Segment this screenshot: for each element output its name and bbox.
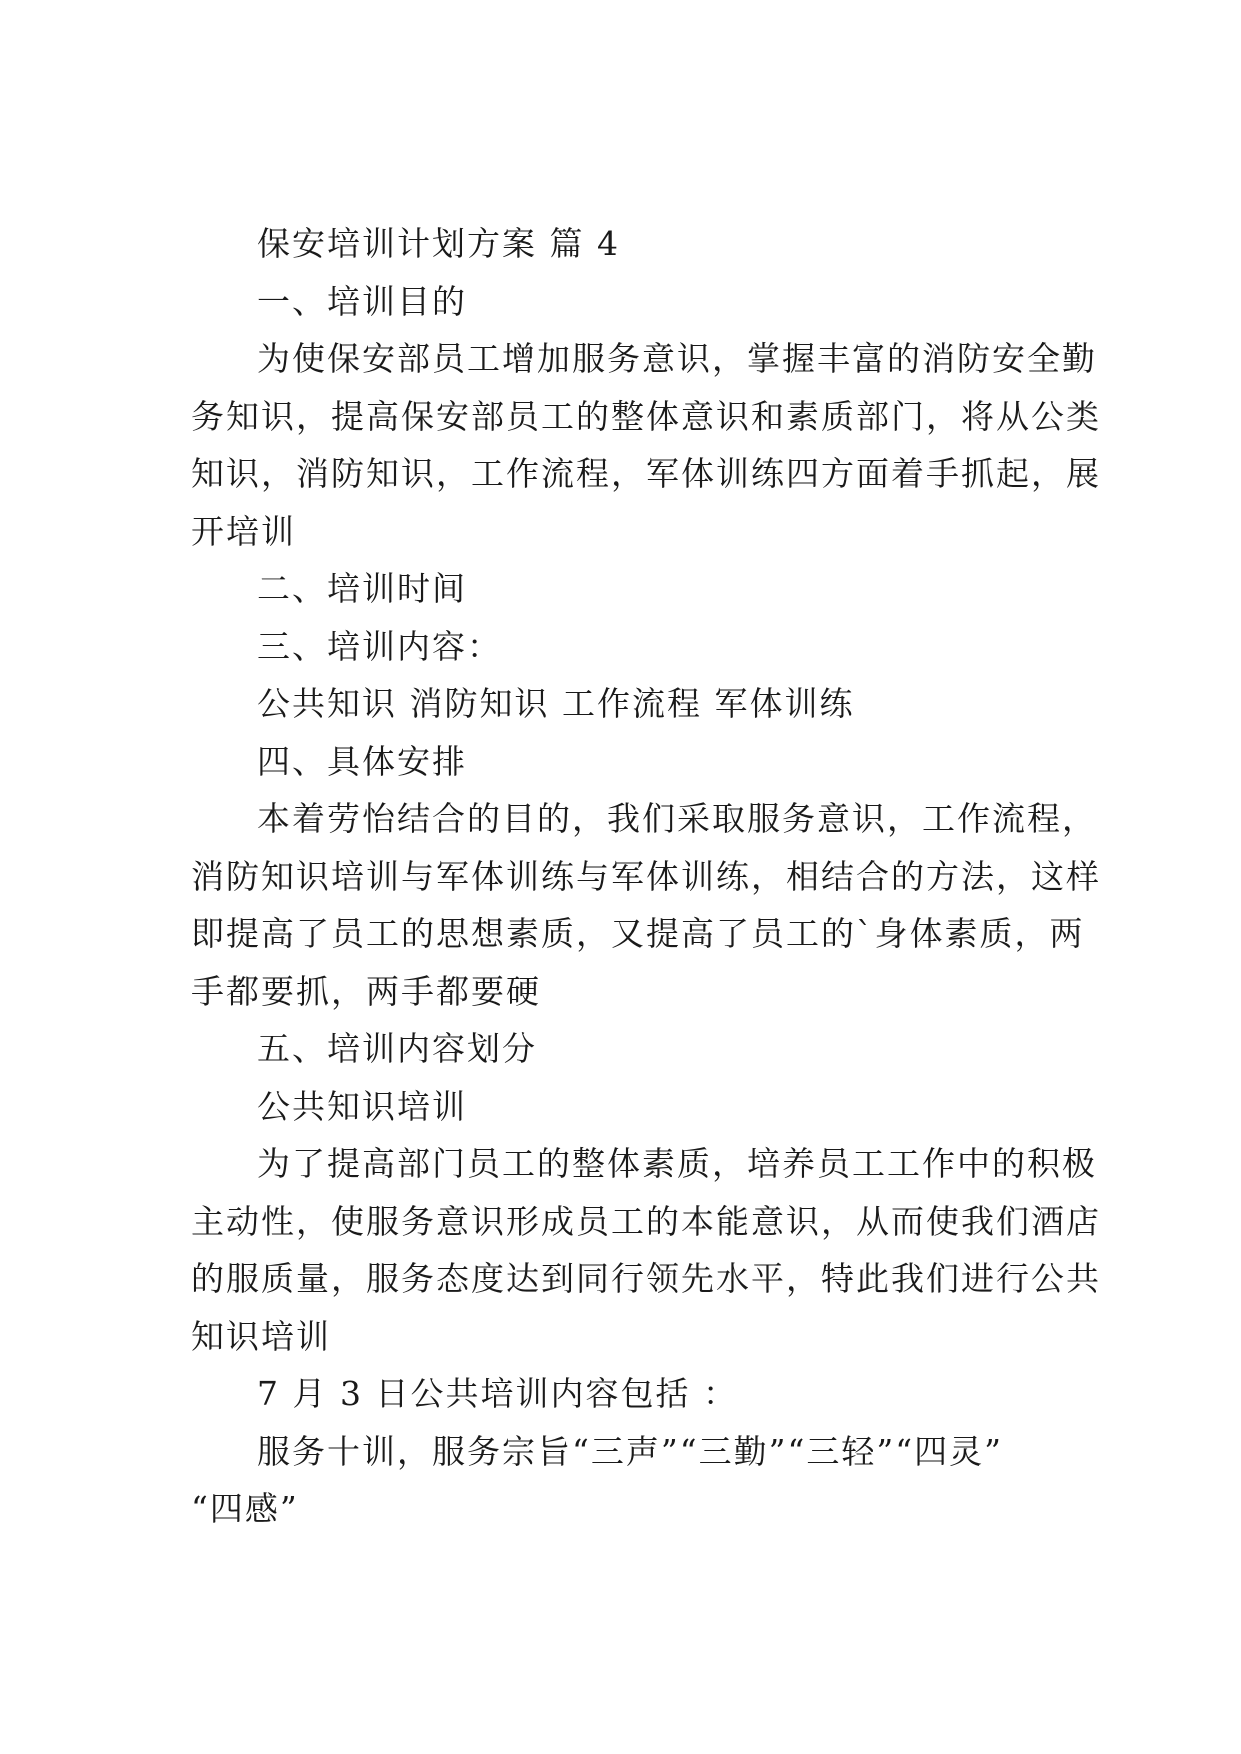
paragraph-line: 7 月 3 日公共培训内容包括 ： xyxy=(257,1374,738,1413)
paragraph-line: 即提高了员工的思想素质，又提高了员工的`身体素质，两 xyxy=(191,914,1085,953)
paragraph-line: 手都要抓，两手都要硬 xyxy=(191,971,541,1011)
subsection-heading: 公共知识培训 xyxy=(257,1086,467,1126)
paragraph-line: 本着劳怡结合的目的，我们采取服务意识，工作流程， xyxy=(257,799,1097,838)
section-heading-arrangement: 四、具体安排 xyxy=(257,741,467,781)
paragraph-line: 主动性，使服务意识形成员工的本能意识，从而使我们酒店 xyxy=(191,1201,1101,1241)
paragraph-line: 知识，消防知识，工作流程，军体训练四方面着手抓起，展 xyxy=(191,454,1101,493)
paragraph-line: “四感” xyxy=(191,1489,299,1528)
paragraph-line: 为了提高部门员工的整体素质，培养员工工作中的积极 xyxy=(257,1144,1097,1183)
paragraph-line: 为使保安部员工增加服务意识，掌握丰富的消防安全勤 xyxy=(257,339,1097,378)
paragraph-line: 务知识，提高保安部员工的整体意识和素质部门，将从公类 xyxy=(191,396,1101,436)
section-heading-time: 二、培训时间 xyxy=(257,569,467,608)
paragraph-line: 服务十训，服务宗旨“三声”“三勤”“三轻”“四灵” xyxy=(257,1431,1003,1471)
section-heading-division: 五、培训内容划分 xyxy=(257,1029,537,1068)
section-heading-purpose: 一、培训目的 xyxy=(257,281,467,321)
document-title: 保安培训计划方案 篇 4 xyxy=(257,224,620,263)
paragraph-line: 知识培训 xyxy=(191,1316,331,1356)
section-heading-content: 三、培训内容： xyxy=(257,626,502,666)
paragraph-line: 开培训 xyxy=(191,511,296,551)
paragraph-line: 消防知识培训与军体训练与军体训练，相结合的方法，这样 xyxy=(191,856,1101,896)
paragraph-line: 的服质量，服务态度达到同行领先水平，特此我们进行公共 xyxy=(191,1259,1101,1298)
document-body xyxy=(191,215,1101,1538)
paragraph-line: 公共知识 消防知识 工作流程 军体训练 xyxy=(257,684,855,723)
